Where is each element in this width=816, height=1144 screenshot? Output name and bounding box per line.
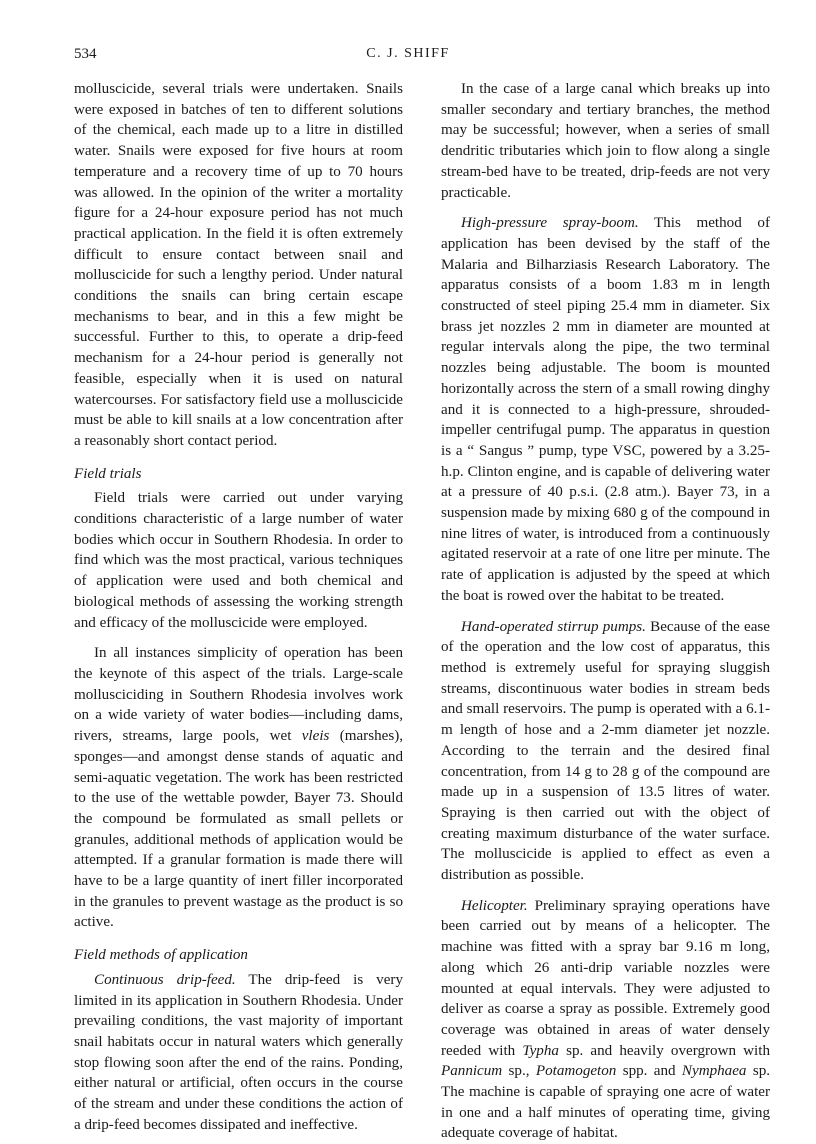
- paragraph-drip-feed: Continuous drip-feed. The drip-feed is very limited in its application in Southern Rhodesia. Under prevailing conditions, the vast majority of important snail habitats occur in natural waters which generally stop flowing soon after the end of the rains. Ponding, either natural or artificial, often occurs in the course of the stream and under these conditions the action of a drip-feed becomes dissipated and ineffective.: [74, 971, 403, 1133]
- paragraph-canal: In the case of a large canal which breaks up into smaller secondary and tertiary branches, the method may be successful; however, when a series of small dendritic tributaries which join to flow along a single stream-bed have to be treated, drip-feeds are not very practicable.: [441, 81, 770, 201]
- paragraph-field-trials: Field trials were carried out under varying conditions characteristic of a large number of water bodies which occur in Southern Rhodesia. In order to find which was the most practical, various techniques of application were used and both chemical and biological methods of assessing the working strength and efficacy of the molluscicide were employed.: [74, 490, 403, 631]
- run-in-heading-spray-boom: High-pressure spray-boom.: [461, 215, 639, 232]
- paragraph-helicopter: Helicopter. Preliminary spraying operations have been carried out by means of a helicopter. The machine was fitted with a spray bar 9.16 m long, along which 26 anti-drip variable nozzles were mounted at equal intervals. They were adjusted to deliver as coarse a spray as possible. Extremely good coverage was obtained in areas of water densely reeded with Typha sp. and heavily overgrown with Pannicum sp., Potamogeton spp. and Nymphaea sp. The machine is capable of spraying one acre of water in one and a half minutes of operating time, giving adequate coverage of habitat.: [441, 897, 771, 1142]
- paragraph-spray-boom: High-pressure spray-boom. This method of application has been devised by the staff of the Malaria and Bilharziasis Research Laboratory. The apparatus consists of a boom 1.83 m in length constructed of steel piping 25.4 mm in diameter. Six brass jet nozzles 2 mm in diameter are mounted at regular intervals along the pipe, the two terminal nozzles being adjustable. The boom is mounted horizontally across the stern of a small rowing dinghy and it is connected to a high-pressure, shrouded-impeller centrifugal pump. The apparatus in question is a “ Sangus ” pump, type VSC, powered by a 3.25-h.p. Clinton engine, and is capable of delivering water at a pressure of 40 p.s.i. (2.8 atm.). Bayer 73, in a suspension made by mixing 680 g of the compound in nine litres of water, is introduced from a continuously agitated reservoir at a rate of one litre per minute. The rate of application is adjusted by the speed at which the boat is rowed over the habitat to be treated.: [441, 215, 770, 604]
- paragraph-stirrup-pumps: Hand-operated stirrup pumps. Because of the ease of the operation and the low cost of apparatus, this method is extremely useful for spraying sluggish streams, discontinuous water bodies in stream beds and small reservoirs. The pump is operated with a 6.1-m length of hose and a 2-mm diameter jet nozzle. According to the terrain and the desired final concentration, from 14 g to 28 g of the compound are made up in a suspension of 13.5 litres of water. Spraying is then carried out with the object of creating maximum disturbance of the water surface. The molluscicide is applied to effect as even a distribution as possible.: [441, 618, 770, 884]
- run-in-heading-drip-feed: Continuous drip-feed.: [94, 971, 236, 988]
- run-in-heading-stirrup-pumps: Hand-operated stirrup pumps.: [461, 618, 646, 635]
- left-column: [74, 79, 403, 1135]
- page-number: 534: [74, 46, 97, 62]
- paragraph-simplicity: In all instances simplicity of operation has been the keynote of this aspect of the trials. Large-scale mollusciciding in Southern Rhodesia involves work on a wide variety of water bodies—including dams, rivers, streams, large pools, wet vleis (marshes), sponges—and amongst dense stands of aquatic and semi-aquatic vegetation. The work has been restricted to the use of the wettable powder, Bayer 73. Should the compound be formulated as small pellets or granules, additional methods of application would be attempted. If a granular formation is made there will have to be a large quantity of inert filler incorporated in the granules to prevent wastage as the product is so active.: [74, 645, 403, 931]
- right-column: [441, 79, 770, 1144]
- page-header: [74, 46, 742, 66]
- paragraph-continued: molluscicide, several trials were undertaken. Snails were exposed in batches of ten to different solutions of the chemical, each made up to a litre in distilled water. Snails were exposed for five hours at room temperature and a recovery time of up to 70 hours was allowed. In the opinion of the writer a mortality figure for a 24-hour exposure period has not much practical application. In the field it is often extremely difficult to ensure contact between snail and molluscicide for such a lengthy period. Under natural conditions the snails can bring certain escape mechanisms to bear, and in this a few might be successful. Further to this, to operate a drip-feed mechanism for a 24-hour period is generally not feasible, especially when it is used on natural watercourses. For satisfactory field use a molluscicide must be able to kill snails at a low concentration after a reasonably short contact period.: [74, 81, 403, 449]
- section-heading-field-trials: Field trials: [74, 465, 142, 482]
- running-title: C. J. SHIFF: [366, 46, 450, 61]
- section-heading-field-methods: Field methods of application: [74, 947, 248, 964]
- run-in-heading-helicopter: Helicopter.: [461, 897, 528, 914]
